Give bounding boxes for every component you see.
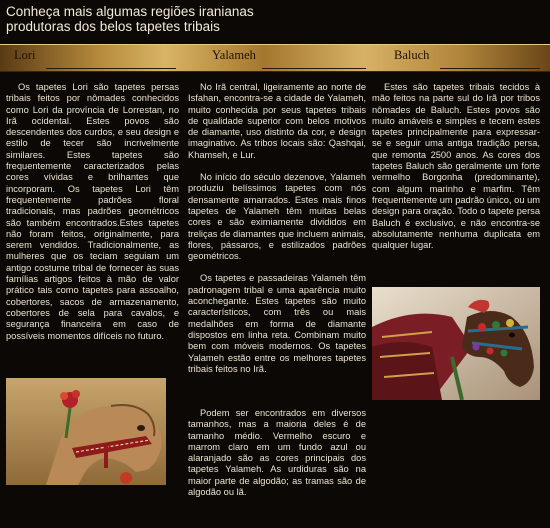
horse-photo: [372, 287, 540, 400]
lori-paragraph: Os tapetes Lori são tapetes persas tribais feitos por nômades conhecidos como Lori da província de Lorrestan, no Irã ocidental. Estes povos são descendentes dos curdos, e seu design e estilo de tecer são incrivelmente similares. Estes tapetes são frequentemente caracterizados pelas cores vívidas e brilhantes que incorporam. Os tapetes Lori têm frequentemente padrões floral tradicionais, mas padrões geométricos são também encontrados.Estes tapetes não foram feitos, originalmente, para serem vendidos. Tradicionalmente, as mulheres que os teciam seguiam um antigo costume tribal de fornecer às suas famílias artigos feitos à mão de valor prático tais como tapetes para assoalho, cobertores, sacos de armazenamento, cobertores de sela para cavalos, e segurança financeira em caso de possíveis momentos difíceis no futuro.: [6, 82, 179, 341]
page-title-line-2: produtoras dos belos tapetes tribais: [6, 19, 220, 34]
divider-line: [262, 68, 366, 69]
yalameh-article: [188, 82, 366, 386]
column-heading-baluch: Baluch: [394, 48, 430, 62]
page-title: [6, 4, 306, 34]
page-title-line-1: Conheça mais algumas regiões iranianas: [6, 4, 254, 19]
camel-photo: [6, 378, 166, 485]
baluch-paragraph: Estes são tapetes tribais tecidos à mão feitos na parte sul do Irã por tribos nômades de Baluch. Estes povos são muito amáveis e simples e tecem estes tapetes principalmente para expressar-se e seguir uma antiga tradição persa, que remonta 2500 anos. As cores dos tapetes Baluch são geralmente um forte vermelho Borgonha (predominante), com algum marinho e marfim. Têm frequentemente um padrão único, ou um design para oração. Todo o tapete persa Baluch é exclusivo, e não encontra-se absolutamente nenhuma duplicata em qualquer lugar.: [372, 82, 540, 251]
yalameh-paragraph: No Irã central, ligeiramente ao norte de Isfahan, encontra-se a cidade de Yalameh, muito conhecida por seus tapetes tribais de qualidade superior com belos motivos de diamante, uso distinto da cor, e design imaginativo. As tribos locais são: Qashqai, Khamseh, e Lur.: [188, 82, 366, 160]
yalameh-article-continued: [188, 408, 366, 509]
yalameh-paragraph: Os tapetes e passadeiras Yalameh têm padronagem tribal e uma aparência muito aconchegante. Estes tapetes são muito característicos, com três ou mais medalhões em forma de diamante dispostos em linha reta. Combinam muito bem com móveis modernos. Os tapetes Yalameh estão entre os melhores tapetes tribais feitos no Irã.: [188, 273, 366, 374]
column-heading-lori: Lori: [14, 48, 36, 62]
yalameh-paragraph: Podem ser encontrados em diversos tamanhos, mas a maioria deles é de tamanho médio. Vermelho escuro e marrom claro em um fundo azul ou alaranjado são as cores principais dos tapetes Yalameh. As urdiduras são na maior parte de algodão; as tramas são de algodão ou lã.: [188, 408, 366, 498]
baluch-article: [372, 82, 540, 262]
camel-image: [6, 378, 166, 485]
column-heading-yalameh: Yalameh: [212, 48, 256, 62]
lori-article: [6, 82, 179, 353]
horse-image: [372, 287, 540, 400]
yalameh-paragraph: No início do século dezenove, Yalameh produziu belíssimos tapetes com nós densamente amarrados. Estes mais finos tapetes de Yalameh têm muitas belas cores e são eximiamente divididos em treliças de diamantes que incluem animais, flores, pássaros, e estilizados padrões geométricos.: [188, 172, 366, 262]
divider-line: [440, 68, 540, 69]
divider-line: [46, 68, 176, 69]
